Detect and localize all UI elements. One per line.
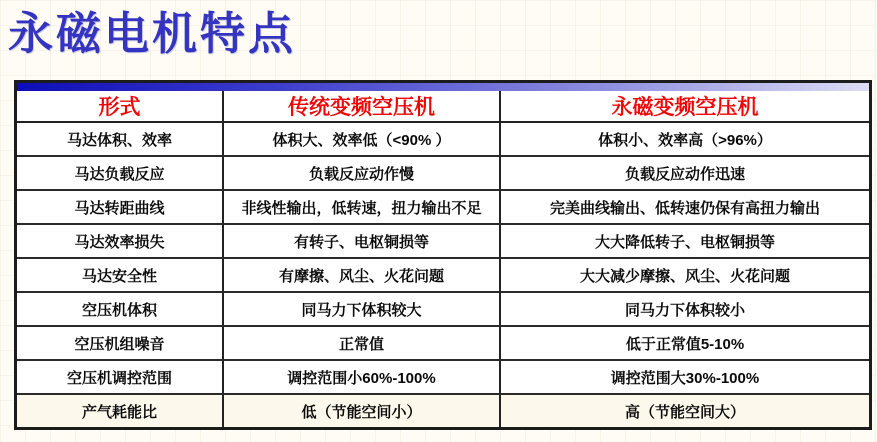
traditional-cell: 负载反应动作慢	[224, 157, 501, 189]
traditional-cell: 正常值	[224, 327, 501, 359]
traditional-cell: 调控范围小60%-100%	[224, 361, 501, 393]
table-row	[17, 325, 869, 359]
table-row	[17, 291, 869, 325]
traditional-cell: 有转子、电枢铜损等	[224, 225, 501, 257]
header-accent-bar	[17, 83, 869, 91]
page-title: 永磁电机特点	[8, 7, 297, 60]
feature-cell: 空压机调控范围	[17, 361, 224, 393]
feature-cell: 空压机体积	[17, 293, 224, 325]
pm-cell: 体积小、效率高（>96%）	[598, 131, 772, 149]
traditional-cell: 低（节能空间小）	[224, 395, 501, 427]
pm-cell: 低于正常值5-10%	[625, 335, 745, 353]
pm-cell: 大大降低转子、电枢铜损等	[594, 233, 775, 251]
traditional-cell: 非线性输出，低转速，扭力输出不足	[224, 191, 501, 223]
column-header-traditional: 传统变频空压机	[224, 91, 501, 121]
pm-cell: 调控范围大30%-100%	[610, 369, 760, 387]
column-header-feature: 形式	[17, 91, 224, 121]
comparison-table	[14, 80, 872, 430]
traditional-cell: 体积大、效率低（<90% ）	[224, 123, 501, 155]
table-row	[17, 393, 869, 427]
pm-cell: 高（节能空间大）	[624, 403, 745, 421]
feature-cell: 产气耗能比	[17, 395, 224, 427]
pm-cell: 完美曲线输出、低转速仍保有高扭力输出	[549, 199, 820, 217]
feature-cell: 空压机组噪音	[17, 327, 224, 359]
feature-cell: 马达转距曲线	[17, 191, 224, 223]
table-row	[17, 257, 869, 291]
table-header-row	[17, 91, 869, 123]
pm-cell: 大大减少摩擦、风尘、火花问题	[579, 267, 790, 285]
column-header-pm: 永磁变频空压机	[611, 96, 759, 119]
feature-cell: 马达体积、效率	[17, 123, 224, 155]
table-row	[17, 223, 869, 257]
feature-cell: 马达效率损失	[17, 225, 224, 257]
table-row	[17, 155, 869, 189]
pm-cell: 同马力下体积较小	[624, 301, 745, 319]
table-row	[17, 359, 869, 393]
traditional-cell: 同马力下体积较大	[224, 293, 501, 325]
pm-cell: 负载反应动作迅速	[624, 165, 745, 183]
table-row	[17, 123, 869, 155]
table-body	[17, 123, 869, 427]
traditional-cell: 有摩擦、风尘、火花问题	[224, 259, 501, 291]
feature-cell: 马达负载反应	[17, 157, 224, 189]
feature-cell: 马达安全性	[17, 259, 224, 291]
table-row	[17, 189, 869, 223]
